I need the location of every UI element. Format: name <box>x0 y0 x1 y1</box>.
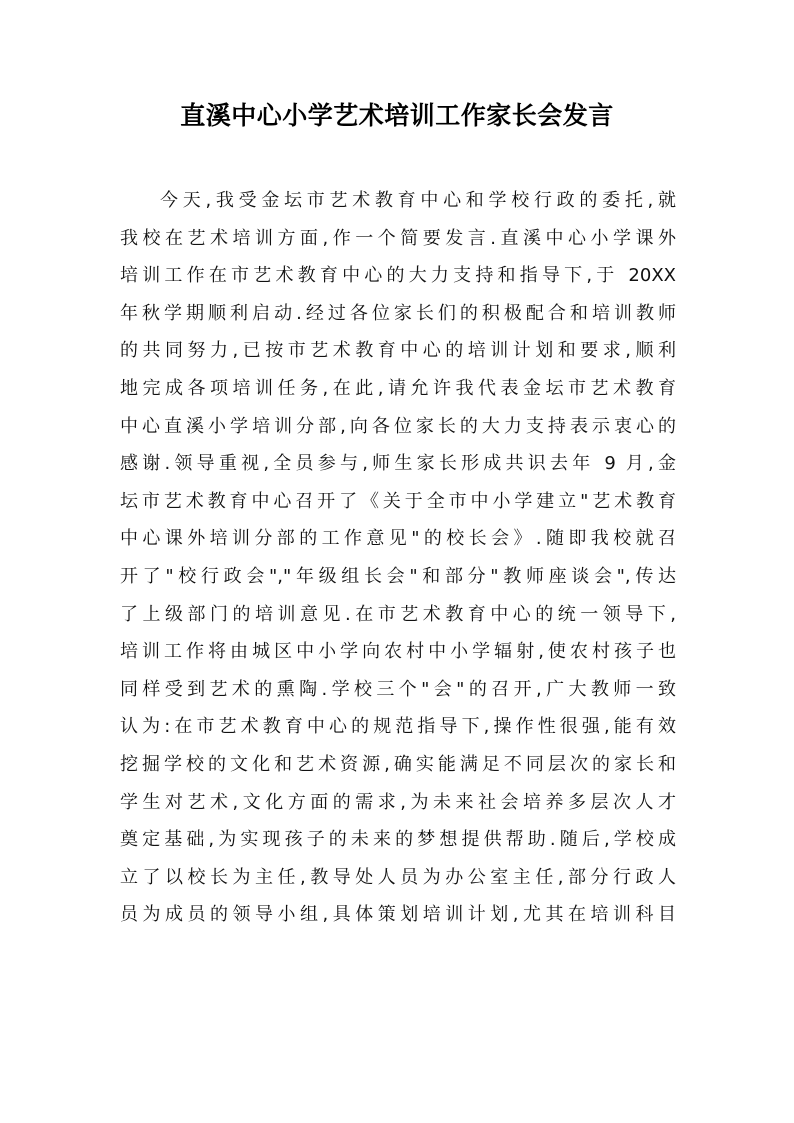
body-line-12: 了上级部门的培训意见.在市艺术教育中心的统一领导下, <box>120 603 676 625</box>
body-line-5: 的共同努力,已按市艺术教育中心的培训计划和要求,顺利 <box>120 340 676 362</box>
body-line-14: 同样受到艺术的熏陶.学校三个"会"的召开,广大教师一致 <box>120 678 676 700</box>
body-line-19: 立了以校长为主任,教导处人员为办公室主任,部分行政人 <box>120 866 676 888</box>
body-line-2: 我校在艺术培训方面,作一个简要发言.直溪中心小学课外 <box>120 227 676 249</box>
document-body <box>120 182 676 934</box>
body-line-15: 认为:在市艺术教育中心的规范指导下,操作性很强,能有效 <box>120 716 676 738</box>
body-line-10: 中心课外培训分部的工作意见"的校长会》.随即我校就召 <box>120 528 676 550</box>
body-line-9: 坛市艺术教育中心召开了《关于全市中小学建立"艺术教育 <box>120 490 676 512</box>
body-line-13: 培训工作将由城区中小学向农村中小学辐射,使农村孩子也 <box>120 641 676 663</box>
body-line-1: 今天,我受金坛市艺术教育中心和学校行政的委托,就 <box>160 190 676 211</box>
body-line-6: 地完成各项培训任务,在此,请允许我代表金坛市艺术教育 <box>120 377 676 399</box>
body-line-20: 员为成员的领导小组,具体策划培训计划,尤其在培训科目 <box>120 904 676 926</box>
body-line-8: 感谢.领导重视,全员参与,师生家长形成共识去年 9 月,金 <box>120 453 676 475</box>
body-line-7: 中心直溪小学培训分部,向各位家长的大力支持表示衷心的 <box>120 415 676 437</box>
document-title: 直溪中心小学艺术培训工作家长会发言 <box>180 101 614 130</box>
body-line-4: 年秋学期顺利启动.经过各位家长们的积极配合和培训教师 <box>120 302 676 324</box>
body-line-17: 学生对艺术,文化方面的需求,为未来社会培养多层次人才 <box>120 791 676 813</box>
body-line-18: 奠定基础,为实现孩子的未来的梦想提供帮助.随后,学校成 <box>120 829 676 851</box>
body-line-11: 开了"校行政会","年级组长会"和部分"教师座谈会",传达 <box>120 565 676 587</box>
body-line-16: 挖掘学校的文化和艺术资源,确实能满足不同层次的家长和 <box>120 753 676 775</box>
body-line-3: 培训工作在市艺术教育中心的大力支持和指导下,于 20XX <box>120 265 676 287</box>
